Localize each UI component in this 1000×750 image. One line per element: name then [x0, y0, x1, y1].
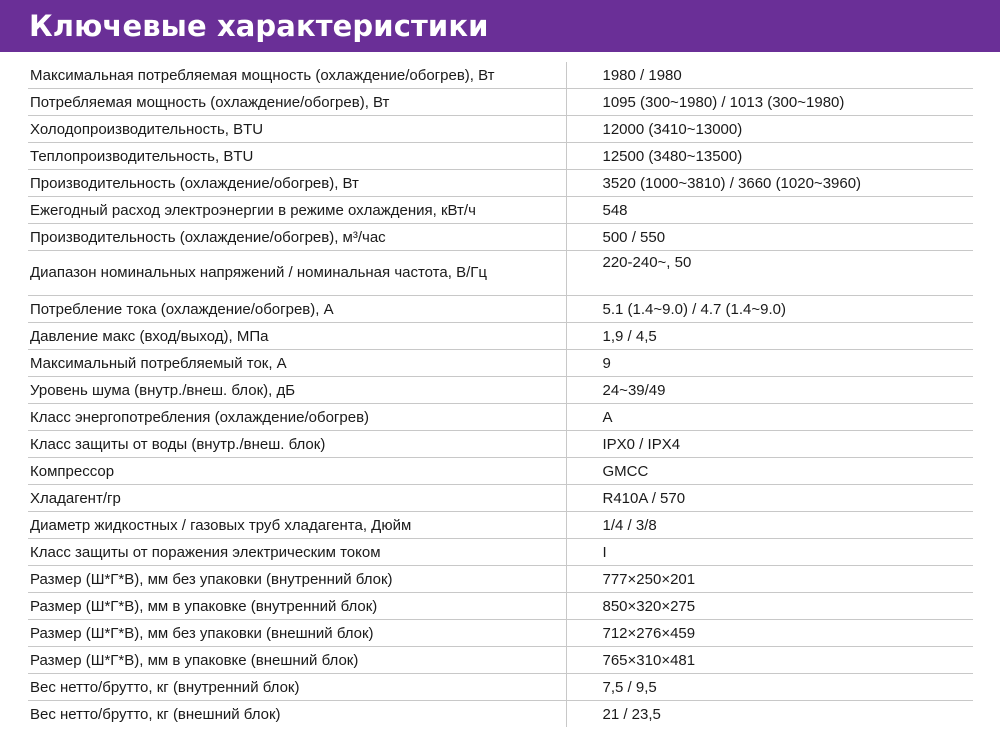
spec-row: [28, 323, 973, 350]
spec-row: [28, 485, 973, 512]
spec-row: [28, 377, 973, 404]
spec-row: [28, 458, 973, 485]
spec-value: 9: [566, 350, 973, 377]
spec-label: Размер (Ш*Г*В), мм в упаковке (внутренний блок): [28, 593, 566, 620]
spec-label: Класс защиты от воды (внутр./внеш. блок): [28, 431, 566, 458]
spec-row: [28, 431, 973, 458]
spec-row: [28, 539, 973, 566]
spec-row: [28, 566, 973, 593]
spec-value: 1,9 / 4,5: [566, 323, 973, 350]
spec-label: Теплопроизводительность, BTU: [28, 143, 566, 170]
spec-value: 21 / 23,5: [602, 705, 661, 723]
spec-value: 5.1 (1.4~9.0) / 4.7 (1.4~9.0): [566, 296, 973, 323]
spec-row: [28, 170, 973, 197]
spec-label: Производительность (охлаждение/обогрев), Вт: [28, 170, 566, 197]
spec-label: Размер (Ш*Г*В), мм в упаковке (внешний блок): [28, 647, 566, 674]
spec-value: 548: [566, 197, 973, 224]
spec-row: [28, 701, 973, 728]
spec-value: 712×276×459: [566, 620, 973, 647]
spec-row: [28, 647, 973, 674]
spec-value: 220-240~, 50: [566, 251, 973, 296]
spec-value: 777×250×201: [566, 566, 973, 593]
spec-label: Уровень шума (внутр./внеш. блок), дБ: [28, 377, 566, 404]
spec-label: Хладагент/гр: [28, 485, 566, 512]
spec-label: Вес нетто/брутто, кг (внешний блок): [28, 701, 566, 728]
spec-label: Класс защиты от поражения электрическим током: [28, 539, 566, 566]
spec-row: [28, 251, 973, 296]
spec-row: [28, 62, 973, 89]
spec-label: Максимальная потребляемая мощность (охлаждение/обогрев), Вт: [28, 62, 566, 89]
spec-value: IPX0 / IPX4: [566, 431, 973, 458]
spec-row: [28, 674, 973, 701]
spec-value: R410A / 570: [566, 485, 973, 512]
spec-value: 12000 (3410~13000): [566, 116, 973, 143]
spec-label: Диаметр жидкостных / газовых труб хладагента, Дюйм: [28, 512, 566, 539]
spec-label: Вес нетто/брутто, кг (внутренний блок): [28, 674, 566, 701]
spec-label: Размер (Ш*Г*В), мм без упаковки (внешний блок): [28, 620, 566, 647]
spec-row: [28, 296, 973, 323]
spec-label: Потребление тока (охлаждение/обогрев), А: [28, 296, 566, 323]
spec-row: [28, 143, 973, 170]
spec-row: [28, 116, 973, 143]
spec-label: Давление макс (вход/выход), МПа: [28, 323, 566, 350]
spec-value: I: [566, 539, 973, 566]
spec-row: [28, 512, 973, 539]
spec-value: 1980 / 1980: [566, 62, 973, 89]
spec-row: [28, 197, 973, 224]
spec-row: [28, 593, 973, 620]
spec-row: [28, 89, 973, 116]
spec-label: Максимальный потребляемый ток, А: [28, 350, 566, 377]
spec-value: 765×310×481: [566, 647, 973, 674]
spec-label: Потребляемая мощность (охлаждение/обогрев), Вт: [28, 89, 566, 116]
spec-label: Ежегодный расход электроэнергии в режиме охлаждения, кВт/ч: [28, 197, 566, 224]
spec-row: [28, 404, 973, 431]
spec-value: GMCC: [566, 458, 973, 485]
spec-label: Холодопроизводительность, BTU: [28, 116, 566, 143]
spec-value: 12500 (3480~13500): [566, 143, 973, 170]
spec-value: 850×320×275: [566, 593, 973, 620]
spec-label: Размер (Ш*Г*В), мм без упаковки (внутренний блок): [28, 566, 566, 593]
spec-row: [28, 350, 973, 377]
spec-value: 3520 (1000~3810) / 3660 (1020~3960): [566, 170, 973, 197]
spec-label: Класс энергопотребления (охлаждение/обогрев): [28, 404, 566, 431]
spec-value: 1095 (300~1980) / 1013 (300~1980): [566, 89, 973, 116]
title-banner: [0, 0, 1000, 52]
spec-value: 1/4 / 3/8: [566, 512, 973, 539]
spec-value: 500 / 550: [566, 224, 973, 251]
spec-value: 7,5 / 9,5: [566, 674, 973, 701]
spec-table-body: [28, 62, 973, 727]
spec-value: A: [566, 404, 973, 431]
page-title: Ключевые характеристики: [29, 9, 489, 43]
spec-label: Компрессор: [28, 458, 566, 485]
spec-row: [28, 224, 973, 251]
spec-value: 24~39/49: [566, 377, 973, 404]
spec-row: [28, 620, 973, 647]
spec-label: Диапазон номинальных напряжений / номинальная частота, В/Гц: [28, 251, 566, 296]
spec-table: [28, 62, 973, 727]
spec-label: Производительность (охлаждение/обогрев), м³/час: [28, 224, 566, 251]
